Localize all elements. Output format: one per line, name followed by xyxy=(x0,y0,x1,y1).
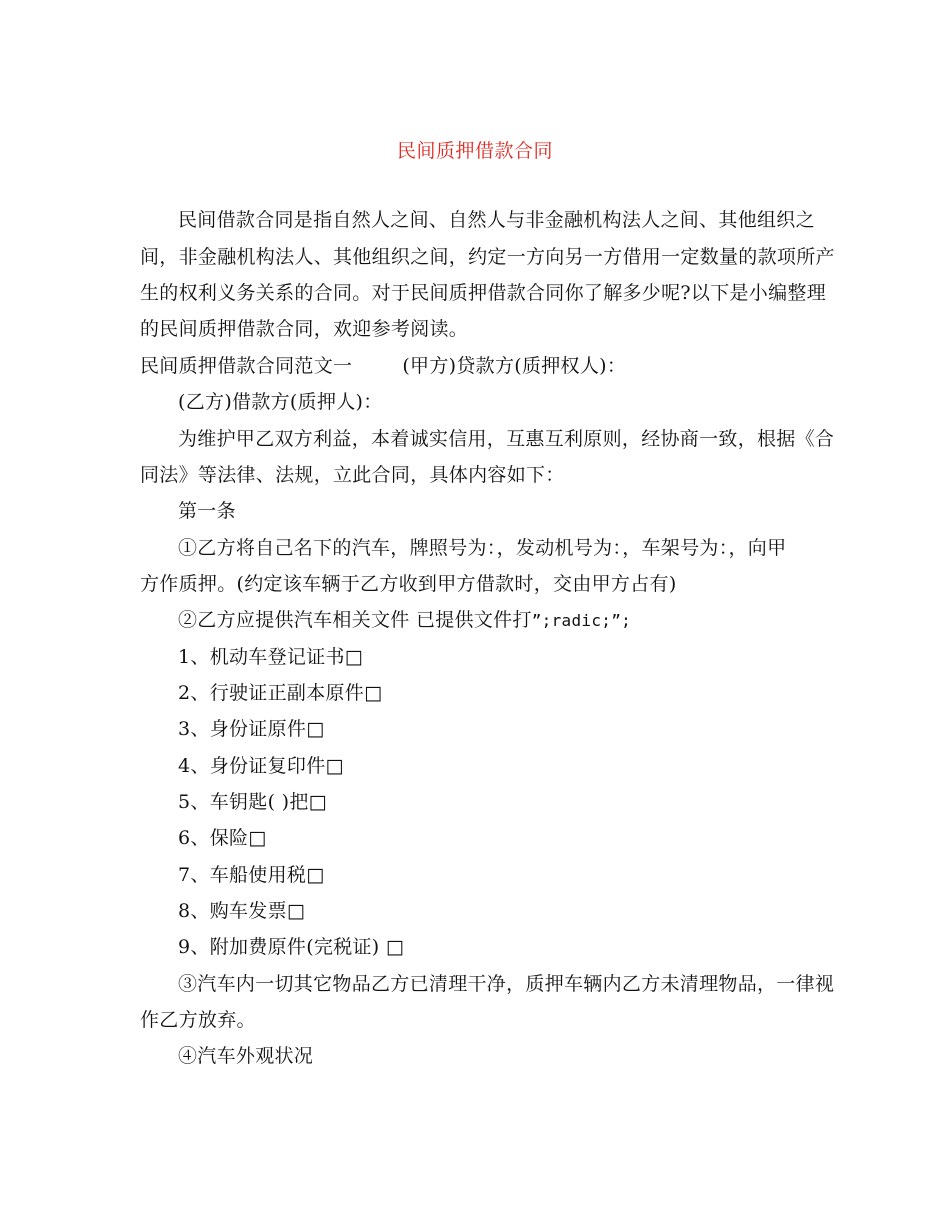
clause1-line-1: ①乙方将自己名下的汽车，牌照号为：，发动机号为：，车架号为：，向甲 xyxy=(178,537,787,559)
document-item-7: 7、车船使用税□ xyxy=(178,864,325,886)
document-item-4: 4、身份证复印件□ xyxy=(178,755,344,777)
document-item-2: 2、行驶证正副本原件□ xyxy=(178,682,383,704)
document-item-1: 1、机动车登记证书□ xyxy=(178,646,364,668)
document-item-6: 6、保险□ xyxy=(178,827,267,849)
party-a-label: (甲方)贷款方(质押权人)： xyxy=(402,355,627,377)
document-item-8: 8、购车发票□ xyxy=(178,900,306,922)
clause2-line xyxy=(178,608,631,633)
article-heading: 第一条 xyxy=(178,500,236,522)
document-item-9: 9、附加费原件(完税证) □ xyxy=(178,936,405,958)
clause1-line-2: 方作质押。(约定该车辆于乙方收到甲方借款时，交由甲方占有) xyxy=(140,573,677,595)
clause3-line-1: ③汽车内一切其它物品乙方已清理干净，质押车辆内乙方未清理物品，一律视 xyxy=(178,973,835,995)
sample-heading: 民间质押借款合同范文一 xyxy=(140,355,353,377)
clause2-text: ②乙方应提供汽车相关文件 已提供文件打 xyxy=(178,609,532,631)
clause3-line-2: 作乙方放弃。 xyxy=(140,1009,256,1031)
document-title: 民间质押借款合同 xyxy=(396,140,553,162)
sample-heading-line xyxy=(140,354,626,378)
clause2-mark-text: ”;radic;”; xyxy=(531,611,632,630)
intro-line-2: 间，非金融机构法人、其他组织之间，约定一方向另一方借用一定数量的款项所产 xyxy=(140,246,835,268)
party-b-label: (乙方)借款方(质押人)： xyxy=(178,391,383,413)
preamble-line-2: 同法》等法律、法规，立此合同，具体内容如下： xyxy=(140,464,565,486)
clause4-line: ④汽车外观状况 xyxy=(178,1045,314,1067)
intro-line-1: 民间借款合同是指自然人之间、自然人与非金融机构法人之间、其他组织之 xyxy=(178,209,815,231)
document-item-5: 5、车钥匙( )把□ xyxy=(178,791,327,813)
intro-line-3: 生的权利义务关系的合同。对于民间质押借款合同你了解多少呢?以下是小编整理 xyxy=(140,282,826,304)
preamble-line-1: 为维护甲乙双方利益，本着诚实信用，互惠互利原则，经协商一致，根据《合 xyxy=(178,428,835,450)
intro-line-4: 的民间质押借款合同，欢迎参考阅读。 xyxy=(140,318,469,340)
document-item-3: 3、身份证原件□ xyxy=(178,718,325,740)
